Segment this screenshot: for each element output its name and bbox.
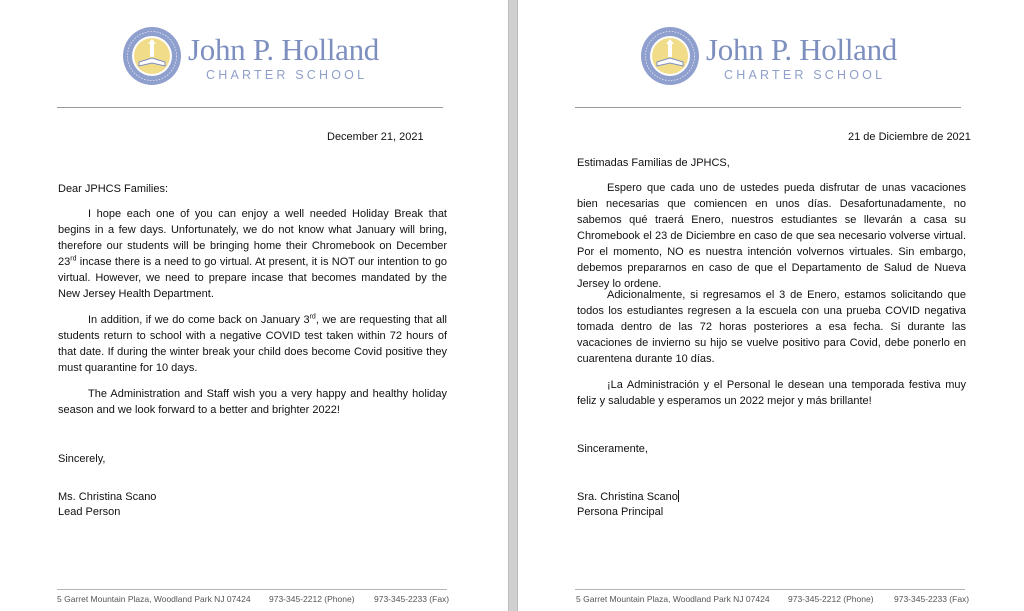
school-seal-icon [640,26,700,86]
salutation: Estimadas Familias de JPHCS, [577,157,730,169]
signer-title: Lead Person [58,506,121,518]
footer-fax: 973-345-2233 (Fax) [374,594,450,604]
school-logo [122,26,452,88]
school-subtitle: CHARTER SCHOOL [724,68,886,82]
school-subtitle: CHARTER SCHOOL [206,68,368,82]
paragraph-2: In addition, if we do come back on January 3rd, we are requesting that all students return to school with a negative COVID test taken within 72 hours of that date. If during the winter break your child does become Covid positive they must quarantine for 10 days. [58,313,447,374]
letter-date: December 21, 2021 [327,131,424,143]
letter-page-english [0,0,508,611]
text-cursor [678,490,679,502]
paragraph-3: The Administration and Staff wish you a very happy and healthy holiday season and we look forward to a better and brighter 2022! [58,388,447,416]
signer-title: Persona Principal [577,506,664,518]
paragraph-2: Adicionalmente, si regresamos el 3 de Enero, estamos solicitando que todos los estudiantes regresen a la escuela con una prueba COVID negativa tomada dentro de las 72 horas posteriores a esa fecha. Si durante las vacaciones de invierno su hijo se vuelve positivo para Covid, debe ponerlo en cuarentena durante 10 días. [577,289,966,365]
closing: Sincerely, [58,453,106,465]
letter-date: 21 de Diciembre de 2021 [848,131,971,143]
header-divider [57,107,443,108]
school-name: John P. Holland [188,32,379,67]
school-name: John P. Holland [706,32,897,67]
school-seal-icon [122,26,182,86]
paragraph-1: Espero que cada uno de ustedes pueda disfrutar de unas vacaciones bien necesarias que comiencen en unos días. Desafortunadamente, no sabemos qué traerá Enero, nuestros estudiantes se llevarán a casa su Chromebook el 23 de Diciembre en caso de que sea necesario volverse virtual. Por el momento, NO es nuestra intención volvernos virtuales. Sin embargo, debemos prepararnos en caso de que el Departamento de Salud de Nueva Jersey lo ordene. [577,182,966,290]
footer-address: 5 Garret Mountain Plaza, Woodland Park NJ 07424 [576,594,770,604]
paragraph-3: ¡La Administración y el Personal le desean una temporada festiva muy feliz y saludable y esperamos un 2022 mejor y más brillante! [577,379,966,407]
footer-divider [57,589,447,590]
footer-phone: 973-345-2212 (Phone) [269,594,355,604]
footer-fax: 973-345-2233 (Fax) [894,594,970,604]
header-divider [575,107,961,108]
footer-divider [575,589,965,590]
paragraph-1: I hope each one of you can enjoy a well needed Holiday Break that begins in a few days. Unfortunately, we do not know what January will bring, therefore our students will be bringing home their Chromebook on December 23rd incase there is a need to go virtual. At present, it is NOT our intention to go virtual. However, we need to prepare incase that becomes mandated by the New Jersey Health Department. [58,208,447,300]
closing: Sinceramente, [577,443,648,455]
school-logo [640,26,970,88]
letter-page-spanish [518,0,1024,611]
page-gutter [508,0,518,611]
signer-name: Sra. Christina Scano [577,491,678,503]
footer-address: 5 Garret Mountain Plaza, Woodland Park NJ 07424 [57,594,251,604]
footer-phone: 973-345-2212 (Phone) [788,594,874,604]
salutation: Dear JPHCS Families: [58,183,169,195]
signer-name: Ms. Christina Scano [58,491,157,503]
